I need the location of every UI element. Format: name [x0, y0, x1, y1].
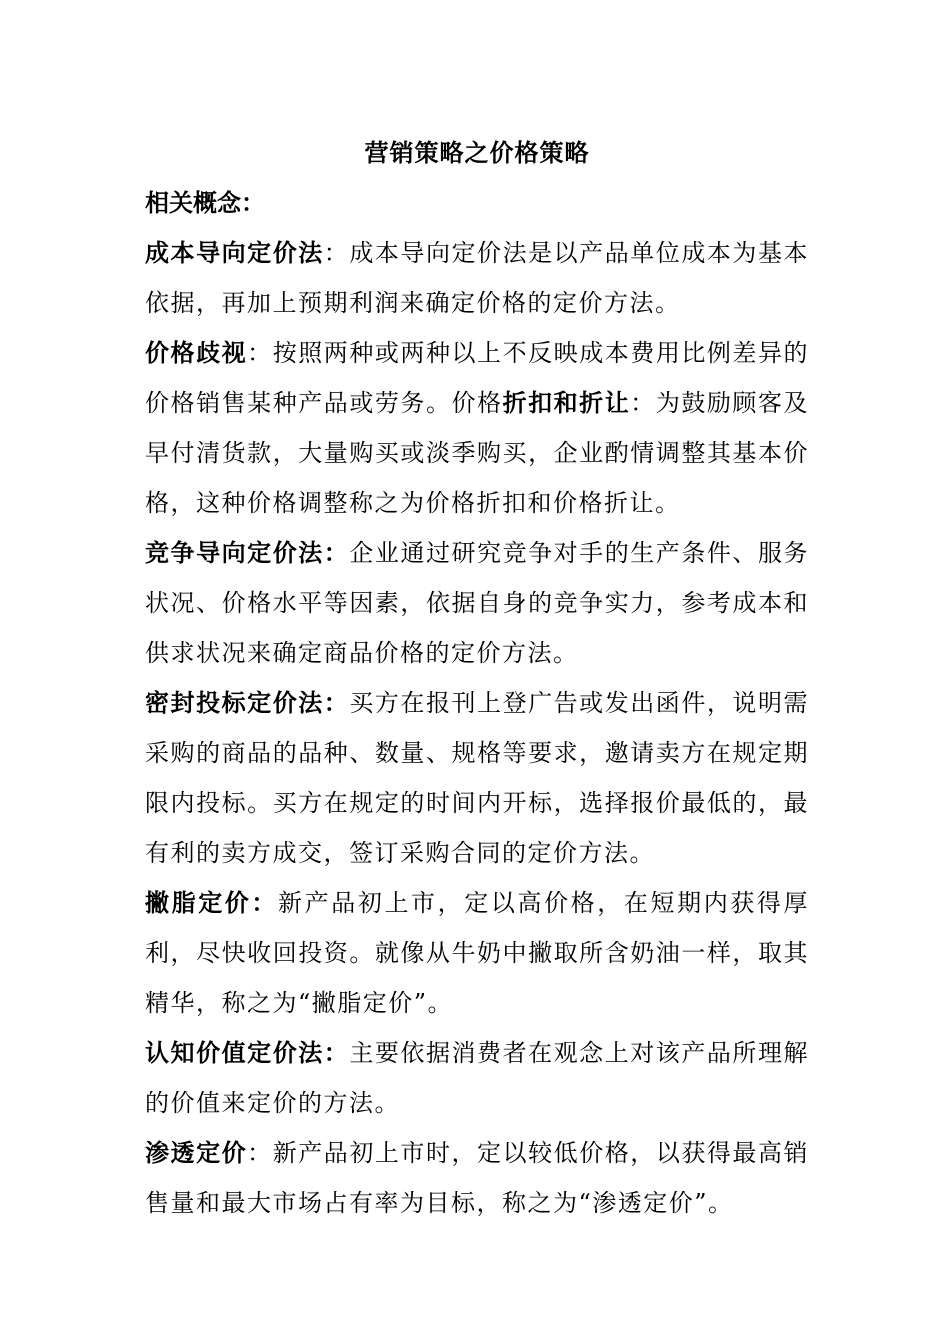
term-cost-oriented-pricing: 成本导向定价法 [145, 238, 324, 267]
term-skimming-pricing: 撇脂定价： [145, 888, 279, 917]
section-heading: 相关概念： [145, 188, 265, 217]
term-competition-oriented-pricing: 竞争导向定价法： [145, 538, 350, 567]
separator: ： [247, 339, 273, 367]
document-content [145, 128, 809, 1228]
separator: ： [323, 239, 350, 267]
paragraph-skimming-pricing [145, 878, 809, 1028]
paragraph-competition-oriented-pricing [145, 528, 809, 678]
definition-text: 为鼓励顾客及早付清货款，大量购买或淡季购买，企业酌情调整其基本价格，这种价格调整称之为价格折扣和价格折让。 [145, 389, 810, 517]
definition-text: 新产品初上市，定以高价格，在短期内获得厚利，尽快收回投资。就像从牛奶中撇取所含奶油一样，取其精华，称之为“撇脂定价”。 [145, 889, 810, 1017]
term-perceived-value-pricing: 认知价值定价法： [145, 1038, 350, 1067]
paragraph-price-discrimination [145, 328, 809, 528]
paragraph-penetration-pricing [145, 1128, 809, 1228]
term-discounts-allowances: 折扣和折让 [502, 388, 631, 417]
term-sealed-bid-pricing: 密封投标定价法： [145, 688, 350, 717]
document-title: 营销策略之价格策略 [364, 138, 590, 167]
term-price-discrimination: 价格歧视 [145, 338, 248, 367]
definition-text: 按照两种或两种以上不反映成本费用比例差异的价格销售某种产品或劳务。价格 [145, 339, 810, 417]
definition-text: 成本导向定价法是以产品单位成本为基本依据，再加上预期利润来确定价格的定价方法。 [145, 239, 810, 317]
definition-text: 主要依据消费者在观念上对该产品所理解的价值来定价的方法。 [145, 1039, 810, 1117]
separator: ： [630, 389, 656, 417]
definition-text: 买方在报刊上登广告或发出函件，说明需采购的商品的品种、数量、规格等要求，邀请卖方在规定期限内投标。买方在规定的时间内开标，选择报价最低的，最有利的卖方成交，签订采购合同的定价方法。 [145, 689, 810, 867]
term-penetration-pricing: 渗透定价 [145, 1138, 248, 1167]
definition-text: 新产品初上市时，定以较低价格，以获得最高销售量和最大市场占有率为目标，称之为“渗透定价”。 [145, 1139, 810, 1217]
paragraph-sealed-bid-pricing [145, 678, 809, 878]
separator: ： [247, 1139, 273, 1167]
paragraph-perceived-value-pricing [145, 1028, 809, 1128]
definition-text: 企业通过研究竞争对手的生产条件、服务状况、价格水平等因素，依据自身的竞争实力，参考成本和供求状况来确定商品价格的定价方法。 [145, 539, 810, 667]
paragraph-cost-oriented-pricing [145, 228, 809, 328]
